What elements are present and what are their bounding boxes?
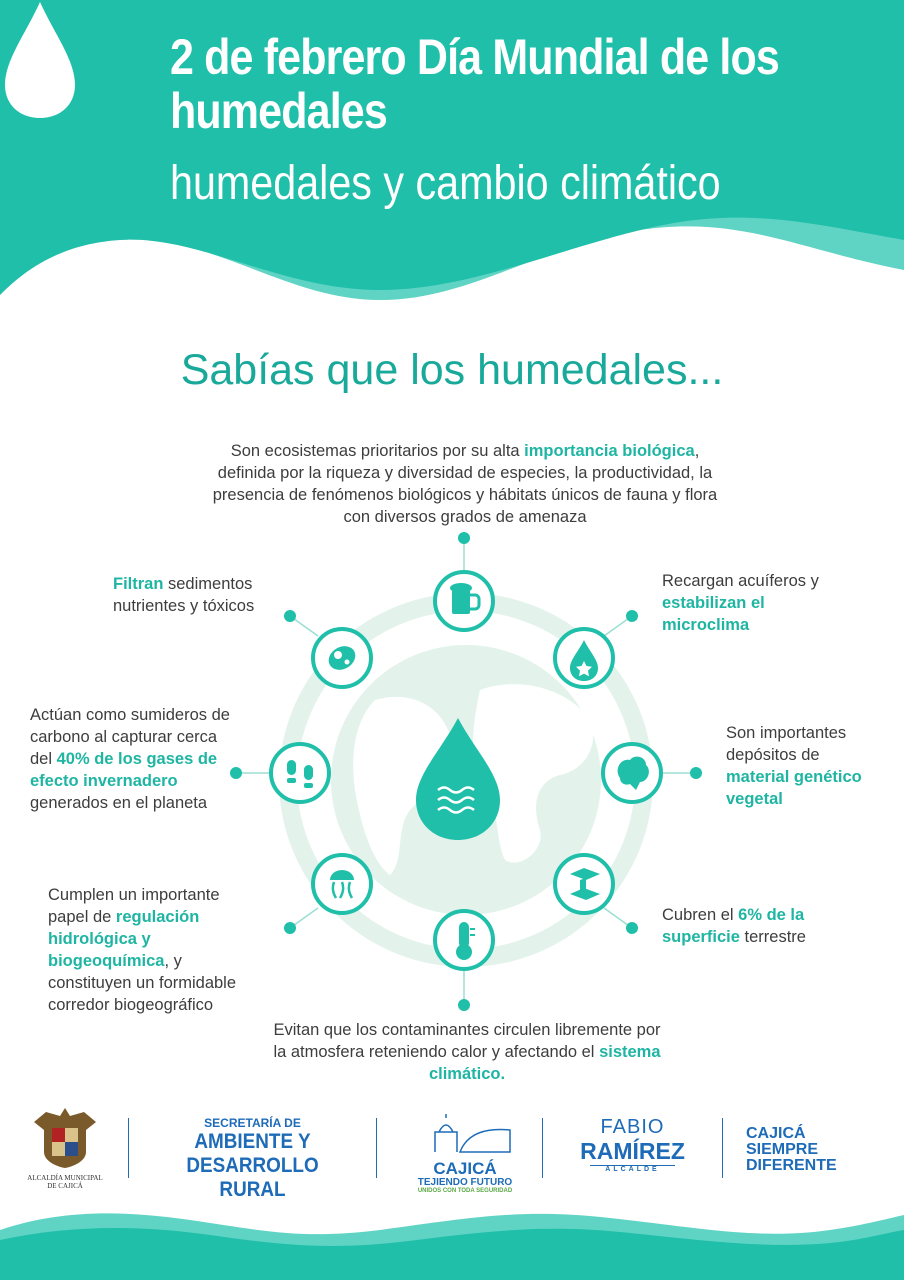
section-title: Sabías que los humedales...: [180, 346, 724, 394]
logo-secretaria: [150, 1116, 355, 1202]
footer-divider: [722, 1118, 723, 1178]
logo-cajica-siempre-diferente: [746, 1126, 881, 1174]
logo-alcaldia: [26, 1104, 104, 1190]
footprints-icon: [271, 744, 329, 802]
coat-of-arms-icon: [26, 1104, 104, 1170]
siempre-line2: SIEMPRE: [746, 1141, 819, 1158]
unidos-label: UNIDOS CON TODA SEGURIDAD: [417, 1188, 513, 1194]
footer-divider: [128, 1118, 129, 1178]
beer-mug-icon: [435, 572, 493, 630]
fabio-label: FABIO: [600, 1116, 665, 1138]
jellyfish-icon: [313, 855, 371, 913]
bacteria-icon: [313, 629, 371, 687]
logo-fabio-ramirez: [570, 1116, 695, 1173]
ramirez-label: RAMÍREZ: [580, 1138, 685, 1164]
fact-sumideros: Actúan como sumideros de carbono al capturar cerca del 40% de los gases de efecto invernadero generados en el planeta: [30, 706, 230, 812]
thermometer-icon: [435, 911, 493, 969]
fact-cubren: Cubren el 6% de la superficie terrestre: [662, 906, 806, 946]
secretaria-line2: DESARROLLO RURAL: [186, 1154, 319, 1201]
fact-regulacion: Cumplen un importante papel de regulación hidrológica y biogeoquímica, y constituyen un formidable corredor biogeográfico: [48, 886, 237, 1014]
fact-filtran: Filtran sedimentos nutrientes y tóxicos: [113, 575, 255, 615]
page-title: 2 de febrero Día Mundial de los humedales: [170, 29, 779, 139]
drop-star-icon: [555, 629, 613, 687]
alcaldia-label: ALCALDÍA MUNICIPAL DE CAJICÁ: [27, 1174, 103, 1190]
tejiendo-label: TEJIENDO FUTURO: [417, 1177, 513, 1188]
siempre-line3: DIFERENTE: [746, 1157, 837, 1174]
fact-evitan: Evitan que los contaminantes circulen libremente por la atmosfera reteniendo calor y afectando el sistema climático.: [273, 1021, 661, 1083]
cajica-label: CAJICÁ: [433, 1159, 497, 1178]
siempre-line1: CAJICÁ: [746, 1125, 806, 1142]
secretaria-small-label: SECRETARÍA DE: [204, 1116, 301, 1130]
secretaria-line1: AMBIENTE Y: [194, 1130, 311, 1153]
fact-deposito-genetico: Son importantes depósitos de material genético vegetal: [726, 724, 862, 808]
brain-icon: [603, 744, 661, 802]
building-train-icon: [405, 1104, 525, 1156]
footer-divider: [542, 1118, 543, 1178]
steel-beam-icon: [555, 855, 613, 913]
footer-divider: [376, 1118, 377, 1178]
page-subtitle: humedales y cambio climático: [170, 157, 721, 210]
fact-importancia-biologica: Son ecosistemas prioritarios por su alta importancia biológica, definida por la riqueza y diversidad de especies, la productividad, la presencia de fenómenos biológicos y hábitats únicos de fauna y flora con diversos grados de amenaza: [212, 442, 718, 526]
alcalde-label: ALCALDE: [590, 1165, 675, 1173]
fact-recargan: Recargan acuíferos y estabilizan el microclima: [662, 572, 819, 634]
logo-cajica-tejiendo: [405, 1104, 525, 1194]
footer-wave-background: [0, 1200, 904, 1280]
